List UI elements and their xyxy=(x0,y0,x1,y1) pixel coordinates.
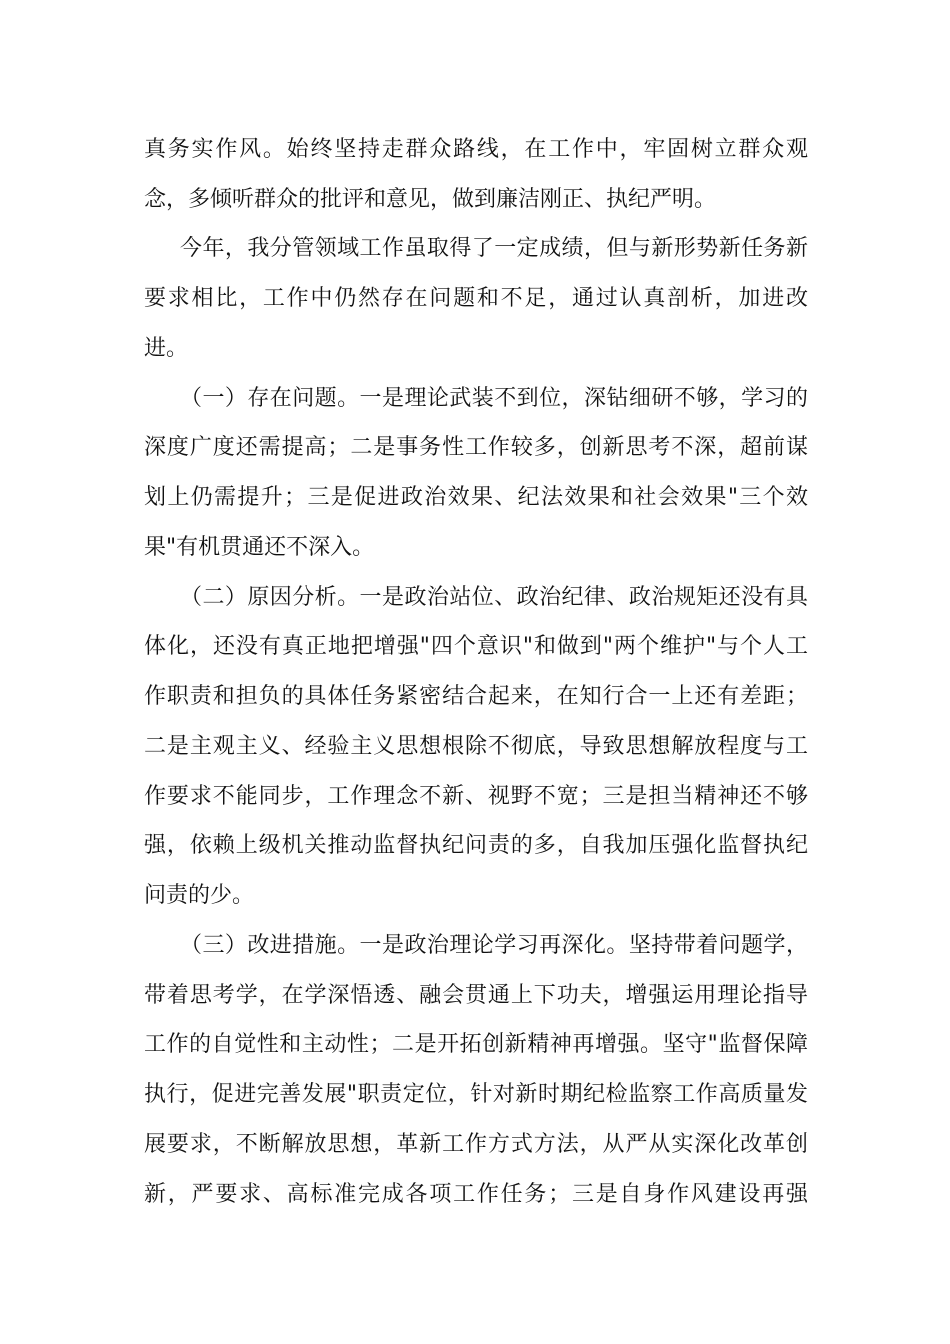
text-line: 作要求不能同步，工作理念不新、视野不宽；三是担当精神还不够 xyxy=(144,784,808,809)
text-line: 进。 xyxy=(144,336,189,361)
text-line: 果"有机贯通还不深入。 xyxy=(144,535,375,560)
text-line: 深度广度还需提高；二是事务性工作较多，创新思考不深，超前谋 xyxy=(144,435,808,460)
text-line: 体化，还没有真正地把增强"四个意识"和做到"两个维护"与个人工 xyxy=(144,634,808,659)
text-line: 带着思考学，在学深悟透、融会贯通上下功夫，增强运用理论指导 xyxy=(144,983,808,1008)
paragraph-first-line: （二）原因分析。一是政治站位、政治纪律、政治规矩还没有具 xyxy=(180,585,808,610)
text-line: 念，多倾听群众的批评和意见，做到廉洁刚正、执纪严明。 xyxy=(144,187,717,212)
text-line: 执行，促进完善发展"职责定位，针对新时期纪检监察工作高质量发 xyxy=(144,1082,808,1107)
text-line: 要求相比，工作中仍然存在问题和不足，通过认真剖析，加进改 xyxy=(144,286,808,311)
text-line: 二是主观主义、经验主义思想根除不彻底，导致思想解放程度与工 xyxy=(144,734,808,759)
text-line: 强，依赖上级机关推动监督执纪问责的多，自我加压强化监督执纪 xyxy=(144,833,808,858)
text-line: 展要求，不断解放思想，革新工作方式方法，从严从实深化改革创 xyxy=(144,1132,808,1157)
paragraph-first-line: 今年，我分管领域工作虽取得了一定成绩，但与新形势新任务新 xyxy=(180,236,808,261)
text-line: 问责的少。 xyxy=(144,883,255,908)
paragraph-first-line: （三）改进措施。一是政治理论学习再深化。坚持带着问题学， xyxy=(180,933,808,958)
text-line: 真务实作风。始终坚持走群众路线，在工作中，牢固树立群众观 xyxy=(144,137,808,162)
text-line: 工作的自觉性和主动性；二是开拓创新精神再增强。坚守"监督保障 xyxy=(144,1032,808,1057)
text-line: 新，严要求、高标准完成各项工作任务；三是自身作风建设再强 xyxy=(144,1182,808,1207)
text-line: 划上仍需提升；三是促进政治效果、纪法效果和社会效果"三个效 xyxy=(144,485,808,510)
text-line: 作职责和担负的具体任务紧密结合起来，在知行合一上还有差距； xyxy=(144,684,808,709)
paragraph-first-line: （一）存在问题。一是理论武装不到位，深钻细研不够，学习的 xyxy=(180,386,808,411)
